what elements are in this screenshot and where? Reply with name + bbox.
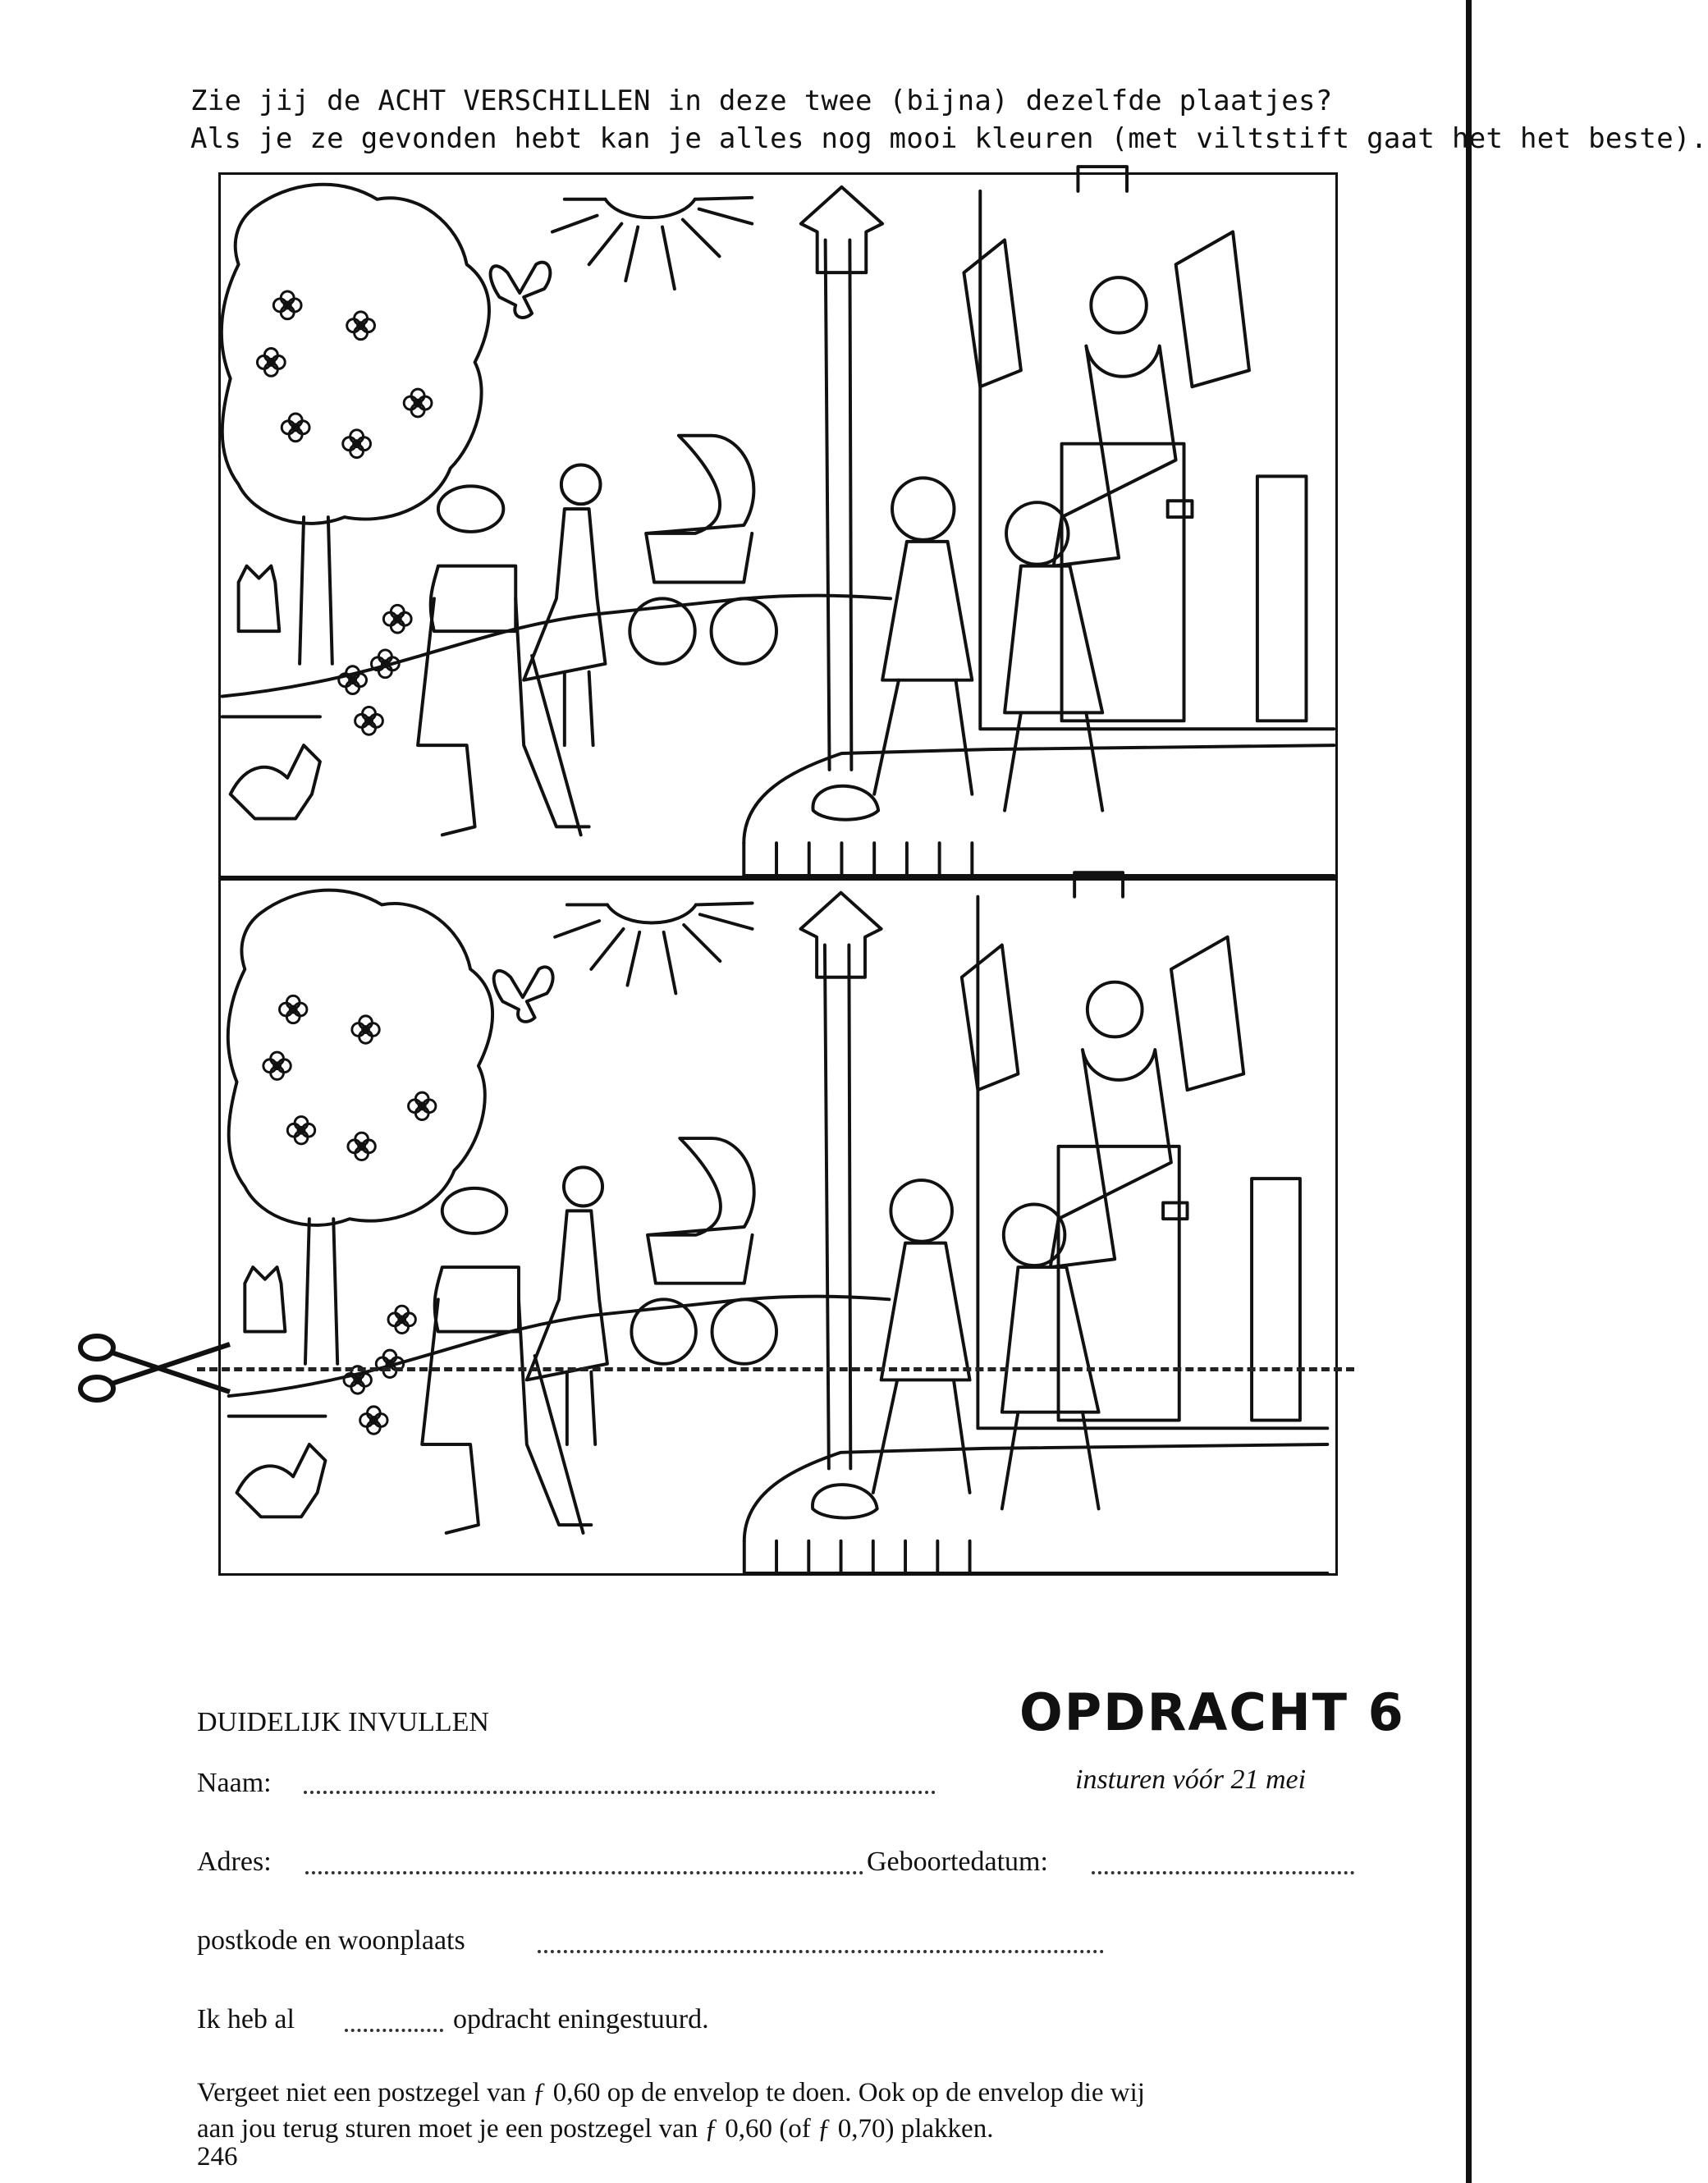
bottom-picture-panel <box>218 878 1338 1576</box>
form-heading: DUIDELIJK INVULLEN <box>197 1707 489 1737</box>
address-field[interactable] <box>305 1870 863 1874</box>
top-picture-panel <box>218 172 1338 878</box>
address-label: Adres: <box>197 1847 272 1877</box>
birthdate-field[interactable] <box>1092 1870 1354 1874</box>
name-field[interactable] <box>304 1789 936 1794</box>
deadline-text: insturen vóór 21 mei <box>1075 1764 1307 1795</box>
postage-note-line-2: aan jou terug sturen moet je een postzegel van ƒ 0,60 (of ƒ 0,70) plakken. <box>197 2114 994 2144</box>
assignment-title: OPDRACHT 6 <box>1019 1682 1405 1742</box>
name-label: Naam: <box>197 1768 272 1798</box>
intro-line-2: Als je ze gevonden hebt kan je alles nog mooi kleuren (met viltstift gaat het het beste). <box>190 122 1708 155</box>
birthdate-label: Geboortedatum: <box>867 1847 1048 1877</box>
sent-suffix: opdracht eningestuurd. <box>453 2004 709 2034</box>
bottom-picture-illustration <box>221 881 1335 1573</box>
sent-count-field[interactable] <box>345 2027 443 2032</box>
intro-line-1: Zie jij de ACHT VERSCHILLEN in deze twee (bijna) dezelfde plaatjes? <box>190 85 1333 117</box>
top-picture-illustration <box>221 175 1335 876</box>
page-edge-rule <box>1466 0 1472 2183</box>
page-number: 246 <box>197 2142 238 2172</box>
postal-field[interactable] <box>538 1948 1104 1953</box>
cut-line <box>197 1367 1354 1371</box>
intro-text <box>190 82 1708 158</box>
postal-label: postkode en woonplaats <box>197 1925 465 1956</box>
postage-note-line-1: Vergeet niet een postzegel van ƒ 0,60 op de envelop te doen. Ook op de envelop die wij <box>197 2078 1145 2107</box>
sent-prefix: Ik heb al <box>197 2004 295 2034</box>
